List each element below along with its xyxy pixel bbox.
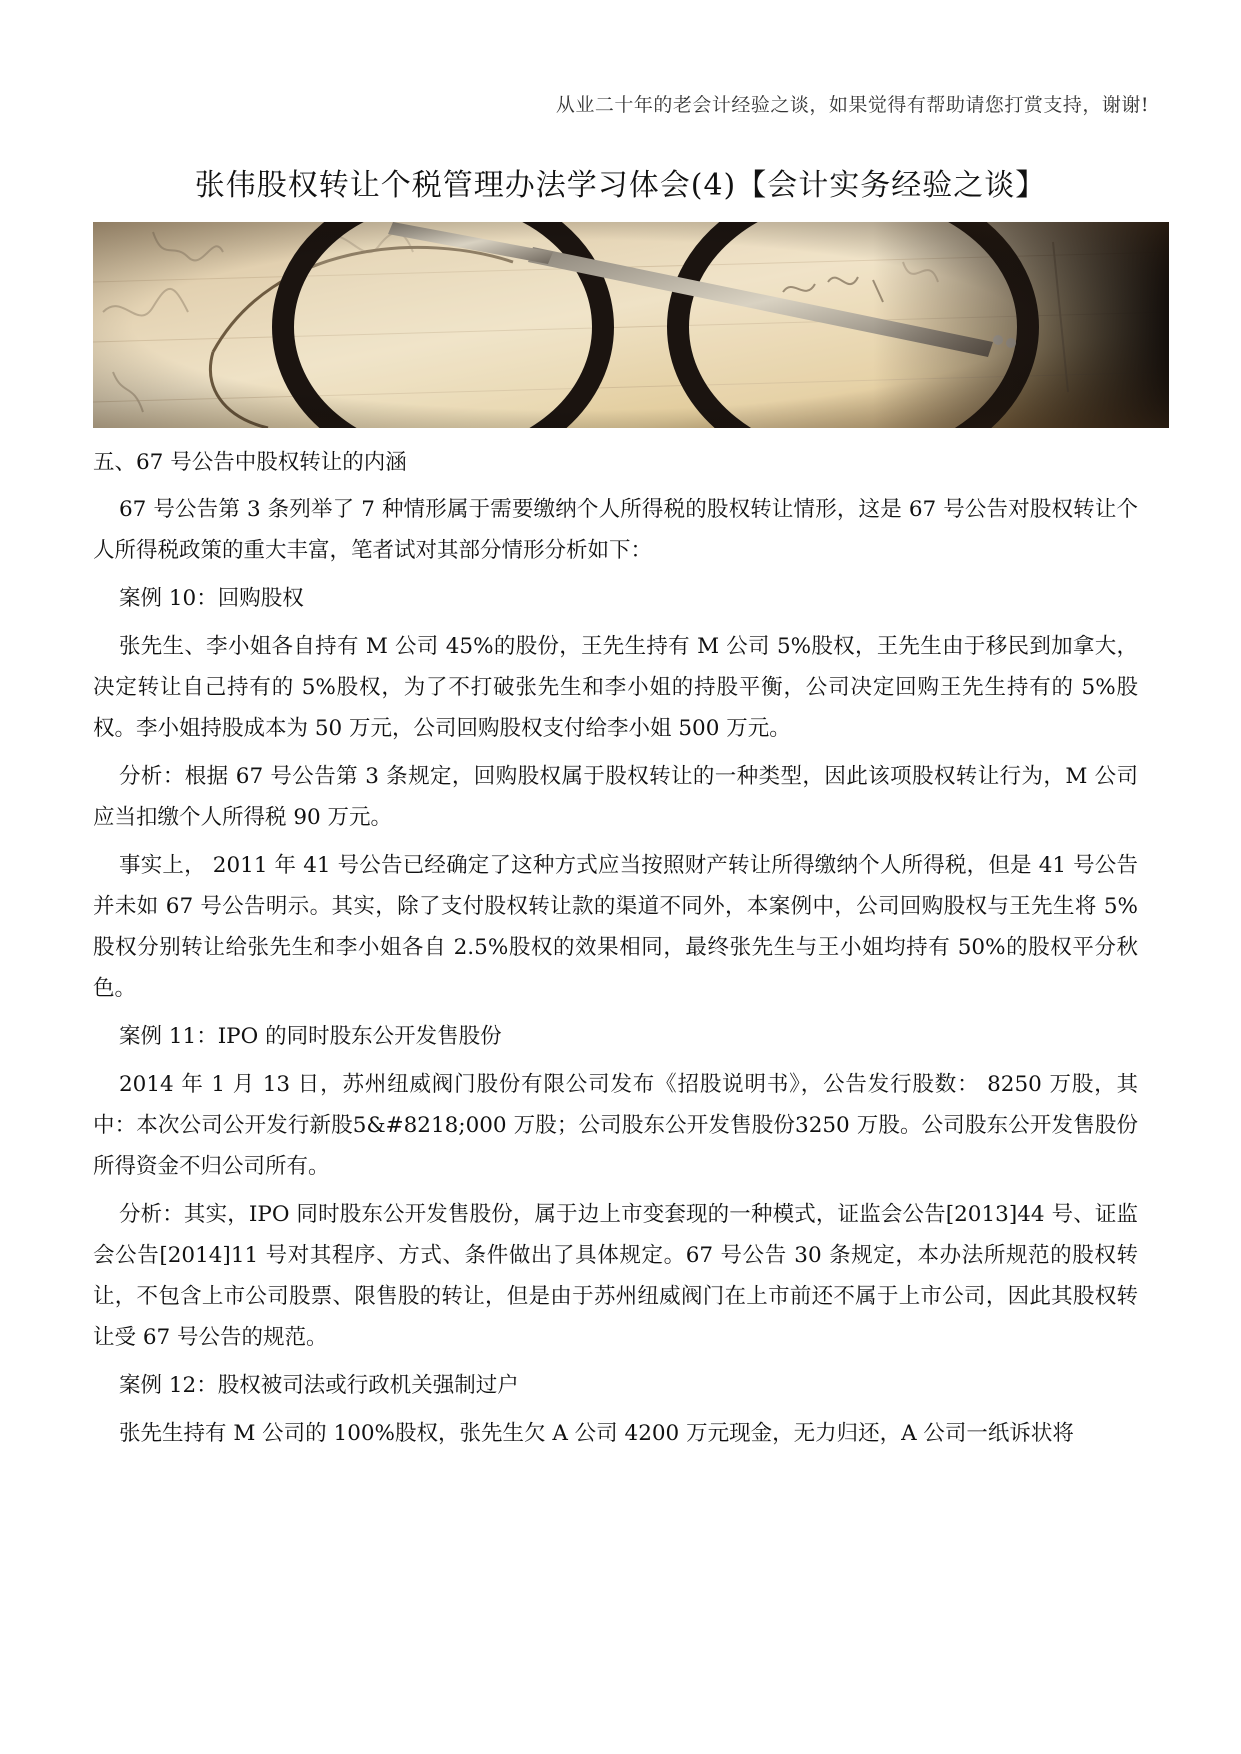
case12-body: 张先生持有 M 公司的 100%股权，张先生欠 A 公司 4200 万元现金，无力归还，A 公司一纸诉状将	[119, 1421, 1074, 1446]
article-body	[93, 442, 1138, 1461]
case11-analysis: 分析：其实，IPO 同时股东公开发售股份，属于边上市变套现的一种模式，证监会公告[2013]44 号、证监会公告[2014]11 号对其程序、方式、条件做出了具体规定。67 号公告 30 条规定，本办法所规范的股权转让，不包含上市公司股票、限售股的转让，但是由于苏州纽威阀门在上市前还不属于上市公司，因此其股权转让受 67 号公告的规范。	[93, 1202, 1138, 1350]
page-title: 张伟股权转让个税管理办法学习体会(4)【会计实务经验之谈】	[194, 168, 1047, 203]
case10-body: 张先生、李小姐各自持有 M 公司 45%的股份，王先生持有 M 公司 5%股权，王先生由于移民到加拿大，决定转让自己持有的 5%股权，为了不打破张先生和李小姐的持股平衡，公司决定回购王先生持有的 5%股权。李小姐持股成本为 50 万元，公司回购股权支付给李小姐 500 万元。	[93, 634, 1138, 741]
case11-title: 案例 11：IPO 的同时股东公开发售股份	[119, 1024, 502, 1049]
glasses-illustration	[93, 222, 1169, 428]
case10-analysis: 分析：根据 67 号公告第 3 条规定，回购股权属于股权转让的一种类型，因此该项股权转让行为，M 公司应当扣缴个人所得税 90 万元。	[93, 764, 1138, 830]
case11-body: 2014 年 1 月 13 日，苏州纽威阀门股份有限公司发布《招股说明书》，公告发行股数： 8250 万股，其中：本次公司公开发行新股5&#8218;000 万股；公司股东公开发售股份3250 万股。公司股东公开发售股份所得资金不归公司所有。	[93, 1072, 1138, 1179]
intro-paragraph: 67 号公告第 3 条列举了 7 种情形属于需要缴纳个人所得税的股权转让情形，这是 67 号公告对股权转让个人所得税政策的重大丰富，笔者试对其部分情形分析如下：	[93, 497, 1138, 563]
section-heading: 五、67 号公告中股权转让的内涵	[93, 450, 407, 475]
case12-title: 案例 12：股权被司法或行政机关强制过户	[119, 1373, 519, 1398]
header-note: 从业二十年的老会计经验之谈，如果觉得有帮助请您打赏支持，谢谢!	[555, 94, 1149, 116]
case10-title: 案例 10：回购股权	[119, 586, 304, 611]
case10-fact: 事实上， 2011 年 41 号公告已经确定了这种方式应当按照财产转让所得缴纳个人所得税，但是 41 号公告并未如 67 号公告明示。其实，除了支付股权转让款的渠道不同外，本案例中，公司回购股权与王先生将 5%股权分别转让给张先生和李小姐各自 2.5%股权的效果相同，最终张先生与王小姐均持有 50%的股权平分秋色。	[93, 853, 1138, 1001]
glasses-image	[93, 222, 1169, 428]
